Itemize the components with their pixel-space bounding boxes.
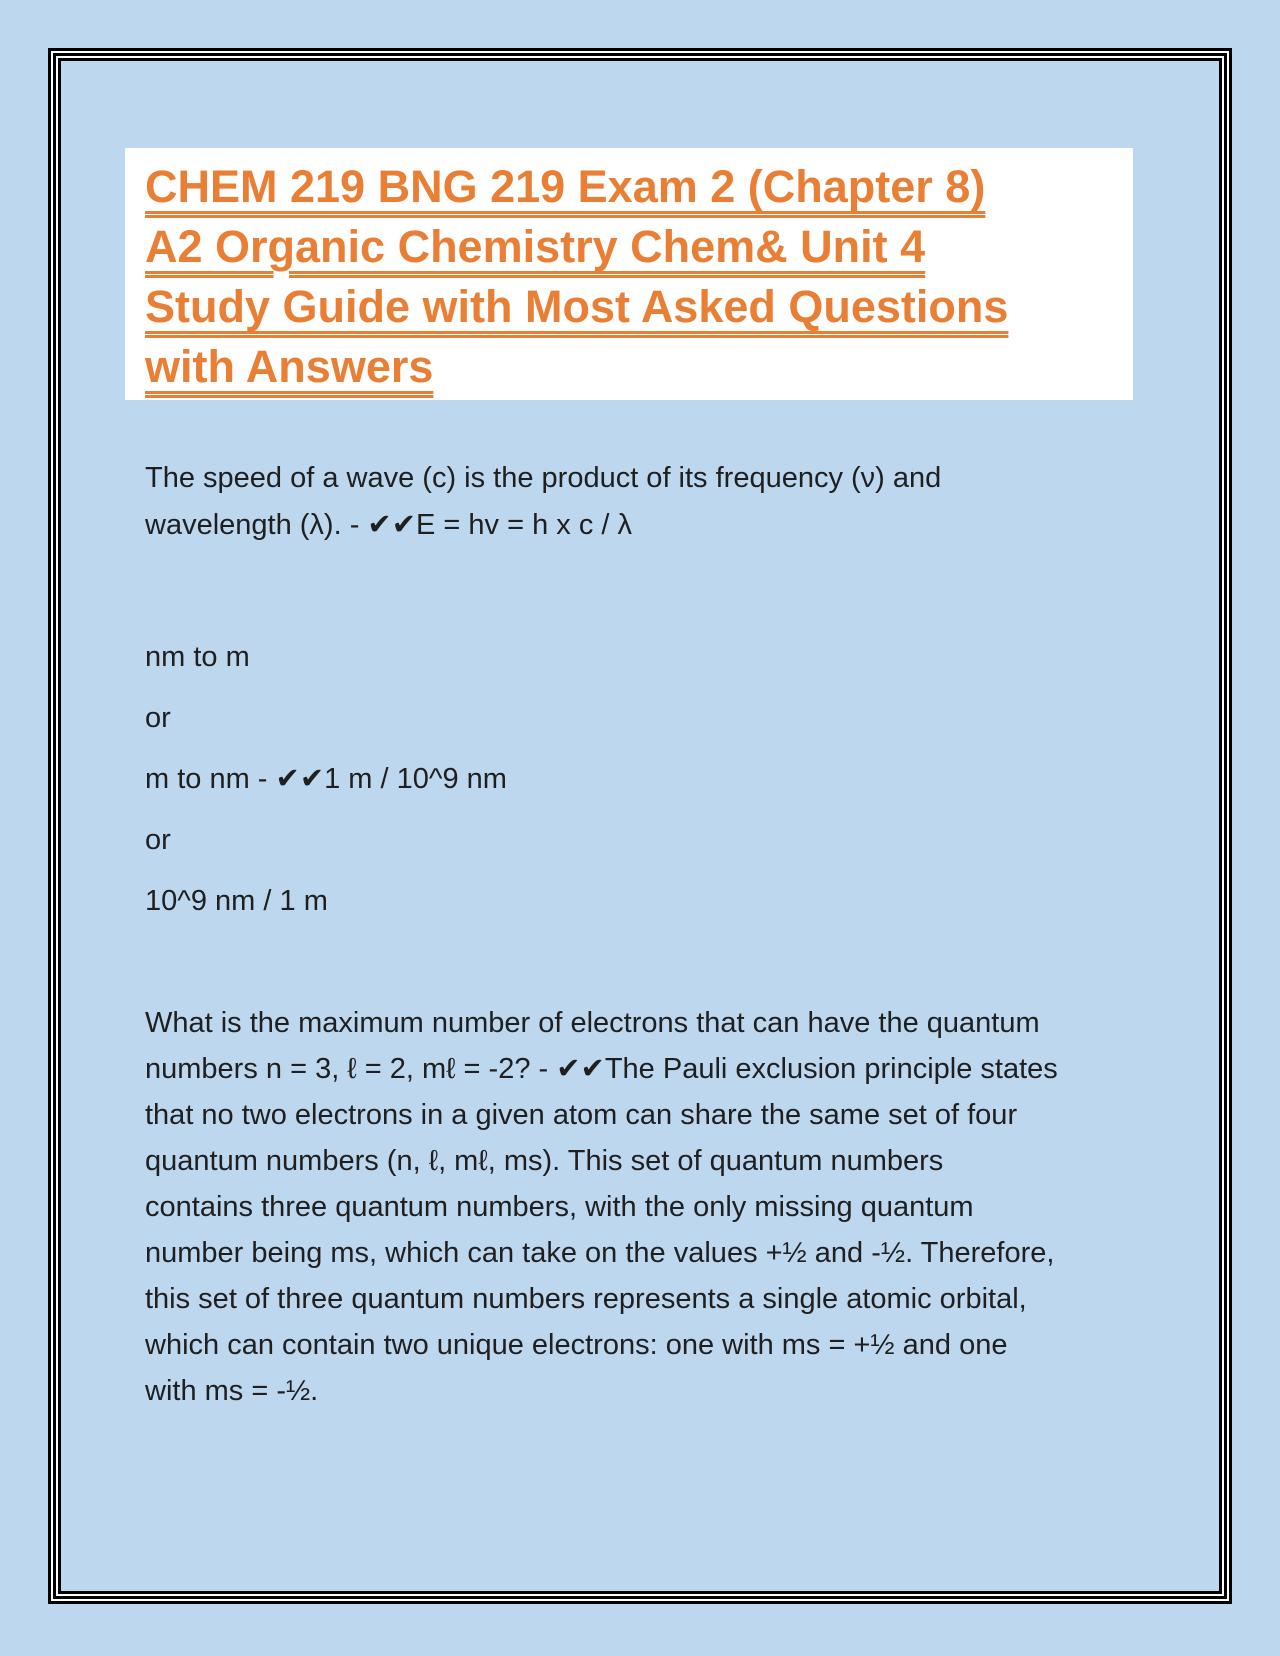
paragraph-line: numbers n = 3, ℓ = 2, mℓ = -2? - ✔✔The Pauli exclusion principle states	[145, 1053, 1058, 1085]
paragraph-line: this set of three quantum numbers represents a single atomic orbital,	[145, 1283, 1027, 1315]
conversion-list	[145, 634, 507, 939]
page-title-text: A2 Organic Chemistry Chem& Unit 4	[145, 221, 926, 272]
conversion-line: or	[145, 824, 171, 856]
page-title-text: CHEM 219 BNG 219 Exam 2 (Chapter 8)	[145, 161, 986, 212]
conversion-line: 10^9 nm / 1 m	[145, 885, 328, 917]
conversion-line: nm to m	[145, 641, 250, 673]
page-title-line	[145, 277, 1113, 337]
paragraph-line: What is the maximum number of electrons that can have the quantum	[145, 1007, 1040, 1039]
paragraph-line: with ms = -½.	[145, 1375, 319, 1407]
paragraph-line: which can contain two unique electrons: one with ms = +½ and one	[145, 1329, 1008, 1361]
page-title-text: Study Guide with Most Asked Questions	[145, 281, 1009, 332]
page-title-text: with Answers	[145, 341, 434, 392]
page-title-line	[145, 337, 1113, 397]
question-answer-paragraph	[145, 1000, 1058, 1414]
paragraph-line: wavelength (λ). - ✔✔E = hv = h x c / λ	[145, 509, 632, 541]
paragraph-line: quantum numbers (n, ℓ, mℓ, ms). This set of quantum numbers	[145, 1145, 944, 1177]
question-answer-paragraph	[145, 455, 941, 549]
conversion-line: or	[145, 702, 171, 734]
conversion-line: m to nm - ✔✔1 m / 10^9 nm	[145, 763, 507, 795]
paragraph-line: contains three quantum numbers, with the only missing quantum	[145, 1191, 974, 1223]
paragraph-line: number being ms, which can take on the values +½ and -½. Therefore,	[145, 1237, 1055, 1269]
page-title-line	[145, 217, 1113, 277]
document-title-panel	[125, 148, 1133, 400]
page-title-line	[145, 157, 1113, 217]
paragraph-line: The speed of a wave (c) is the product of its frequency (ν) and	[145, 462, 942, 494]
paragraph-line: that no two electrons in a given atom can share the same set of four	[145, 1099, 1018, 1131]
